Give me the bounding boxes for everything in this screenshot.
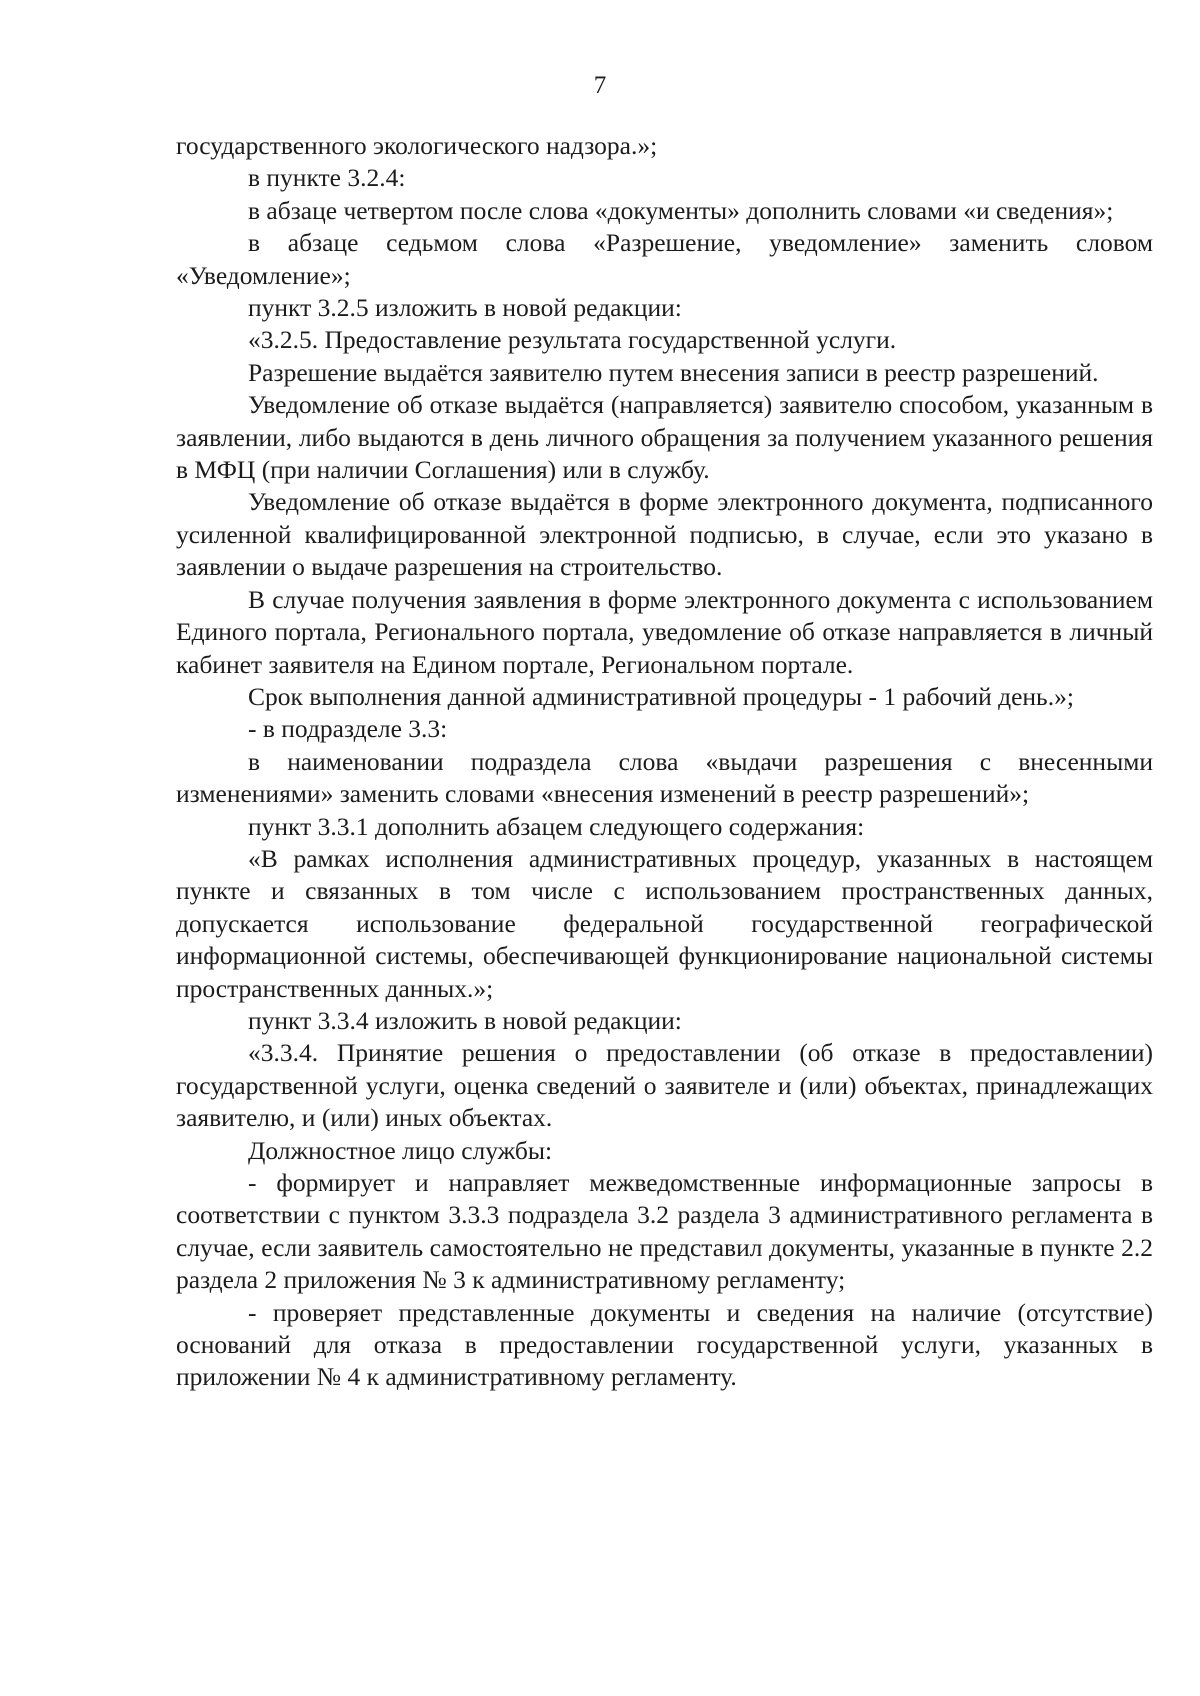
page-number: 7 <box>593 72 607 99</box>
paragraph: в наименовании подраздела слова «выдачи разрешения с внесенными изменениями» заменить словами «внесения изменений в реестр разрешений»; <box>176 746 1153 809</box>
paragraph: в абзаце четвертом после слова «документы» дополнить словами «и сведения»; <box>248 195 1114 225</box>
paragraph: Должностное лицо службы: <box>248 1135 553 1165</box>
document-body <box>176 130 1153 1394</box>
paragraph: в абзаце седьмом слова «Разрешение, уведомление» заменить словом «Уведомление»; <box>176 228 1153 290</box>
paragraph: государственного экологического надзора.»; <box>176 131 658 160</box>
paragraph: Разрешение выдаётся заявителю путем внесения записи в реестр разрешений. <box>248 357 1099 387</box>
paragraph: «3.3.4. Принятие решения о предоставлении (об отказе в предоставлении) государственной услуги, оценка сведений о заявителе и (или) объектах, принадлежащих заявителю, и (или) иных объектах. <box>176 1038 1153 1133</box>
paragraph: Уведомление об отказе выдаётся в форме электронного документа, подписанного усиленной квалифицированной электронной подписью, в случае, если это указано в заявлении о выдаче разрешения на строительство. <box>176 487 1153 582</box>
paragraph: «3.2.5. Предоставление результата государственной услуги. <box>248 325 897 355</box>
paragraph: Срок выполнения данной административной процедуры - 1 рабочий день.»; <box>248 681 1074 711</box>
paragraph: В случае получения заявления в форме электронного документа с использованием Единого портала, Регионального портала, уведомление об отказе направляется в личный кабинет заявителя на Едином портале, Региональном портале. <box>176 584 1153 679</box>
paragraph: - формирует и направляет межведомственные информационные запросы в соответствии с пунктом 3.3.3 подраздела 3.2 раздела 3 административного регламента в случае, если заявитель самостоятельно не представил документы, указанные в пункте 2.2 раздела 2 приложения № 3 к административному регламенту; <box>176 1168 1153 1295</box>
paragraph: - проверяет представленные документы и сведения на наличие (отсутствие) оснований для отказа в предоставлении государственной услуги, указанных в приложении № 4 к административному регламенту. <box>176 1297 1153 1392</box>
paragraph: пункт 3.3.4 изложить в новой редакции: <box>248 1005 682 1035</box>
paragraph: в пункте 3.2.4: <box>248 163 406 193</box>
paragraph: - в подразделе 3.3: <box>248 714 448 744</box>
paragraph: пункт 3.2.5 изложить в новой редакции: <box>248 293 682 323</box>
paragraph: Уведомление об отказе выдаётся (направляется) заявителю способом, указанным в заявлении, либо выдаются в день личного обращения за получением указанного решения в МФЦ (при наличии Соглашения) или в службу. <box>176 390 1153 485</box>
paragraph: «В рамках исполнения административных процедур, указанных в настоящем пункте и связанных в том числе с использованием пространственных данных, допускается использование федеральной государственной географической информационной системы, обеспечивающей функционирование национальной системы пространственных данных.»; <box>176 843 1153 1003</box>
paragraph: пункт 3.3.1 дополнить абзацем следующего содержания: <box>248 811 865 841</box>
